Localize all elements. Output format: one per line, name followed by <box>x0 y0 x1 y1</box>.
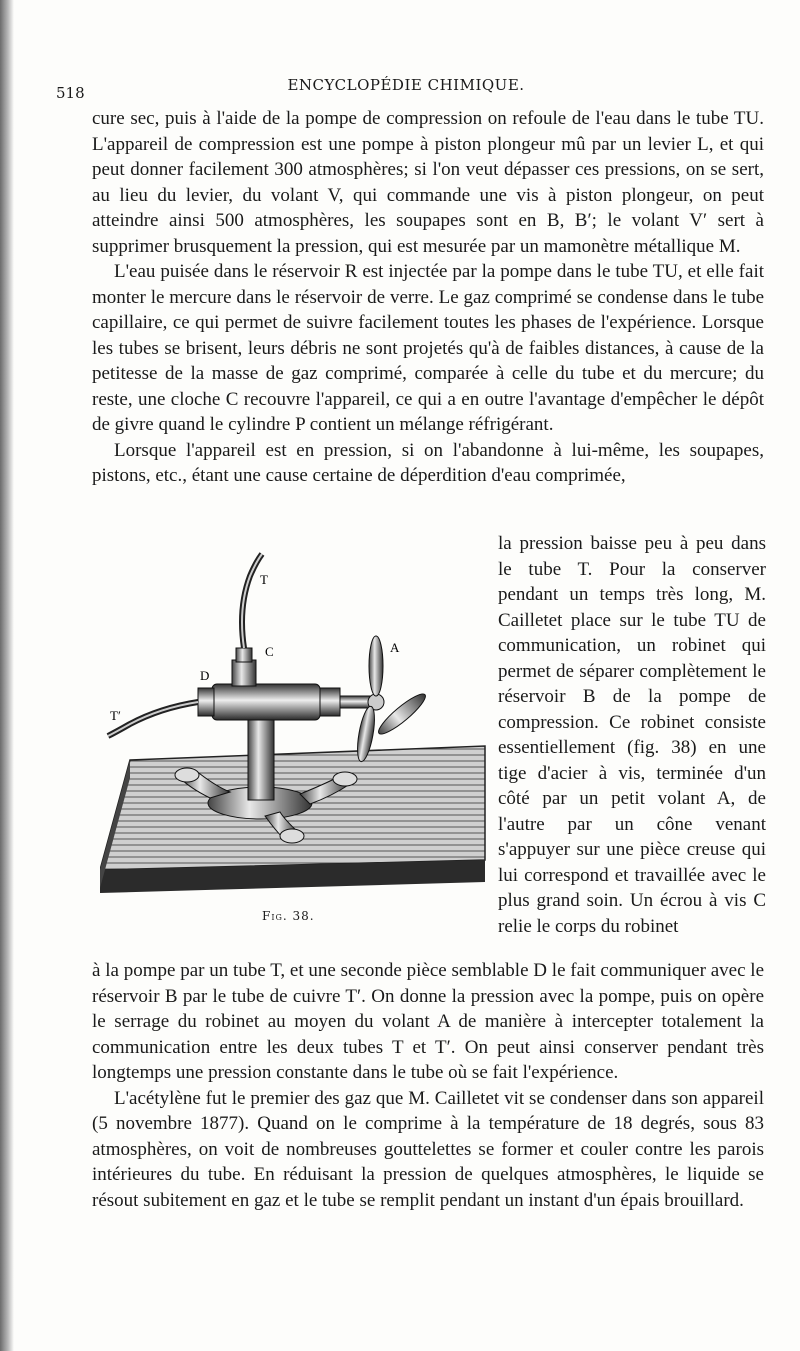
figure-label-T-prime: T′ <box>110 708 121 723</box>
figure-label-T: T <box>260 572 268 587</box>
text-block-top <box>92 106 764 489</box>
tube-T-prime <box>108 702 198 736</box>
paragraph: Lorsque l'appareil est en pression, si on l'abandonne à lui-même, les soupapes, pistons, etc., étant une cause certaine de déperdition d'eau comprimée, <box>92 439 764 486</box>
figure-38-robinet-illustration <box>100 548 490 898</box>
text-beside-figure: la pression baisse peu à peu dans le tube T. Pour la conserver pendant un temps très long, M. Cailletet place sur le tube TU de communication, un robinet qui permet de séparer complètement le réservoir B de la pompe de compression. Ce robinet consiste essentiellement (fig. 38) en une tige d'acier à vis, terminée d'un côté par un petit volant A, de l'autre par un cône venant s'appuyer sur une pièce creuse qui lui correspond et travaillée avec le plus grand soin. Un écrou à vis C relie le corps du robinet <box>498 533 766 937</box>
running-head <box>56 76 756 102</box>
support-column <box>248 718 274 800</box>
paragraph: L'eau puisée dans le réservoir R est injectée par la pompe dans le tube TU, et elle fait monter le mercure dans le réservoir de verre. Le gaz comprimé se condense dans le tube capillaire, ce qui permet de suivre facilement toutes les phases de l'expérience. Lorsque les tubes se brisent, leurs débris ne sont projetés qu'à de faibles distances, à cause de la petitesse de la masse de gaz comprimé, comparée à celle du tube et du mercure; du reste, une cloche C recouvre l'appareil, ce qui a en outre l'avantage d'empêcher le dépôt de givre quand le cylindre P contient un mélange réfrigérant. <box>92 261 764 435</box>
figure-label-A: A <box>390 640 400 655</box>
robinet-engraving <box>100 548 490 898</box>
paragraph: cure sec, puis à l'aide de la pompe de compression on refoule de l'eau dans le tube TU. L'appareil de compression est une pompe à piston plongeur mû par un levier L, et qui peut donner facilement 300 atmosphères; si l'on veut dépasser ces pressions, on se sert, au lieu du levier, du volant V, qui commande une vis à piston plongeur, on peut atteindre ainsi 500 atmosphères, les soupapes sont en B, B′; le volant V′ sert à supprimer brusquement la pression, qui est mesurée par un mamonètre métallique M. <box>92 108 764 257</box>
robinet-body <box>198 684 370 720</box>
figure-caption-text: Fig. 38. <box>262 909 315 923</box>
running-title: ENCYCLOPÉDIE CHIMIQUE. <box>287 76 525 94</box>
figure-label-C: C <box>265 644 274 659</box>
figure-caption <box>262 909 315 923</box>
paragraph: à la pompe par un tube T, et une seconde pièce semblable D le fait communiquer avec le réservoir B par le tube de cuivre T′. On donne la pression avec la pompe, puis on opère le serrage du robinet au moyen du volant A de manière à intercepter totalement la communication entre les deux tubes T et T′. On peut ainsi conserver pendant très longtemps une pression constante dans le tube où se fait l'expérience. <box>92 960 764 1083</box>
page-gutter-shadow <box>0 0 14 1351</box>
page-number: 518 <box>56 84 85 102</box>
base-plate <box>100 746 485 893</box>
text-block-bottom <box>92 958 764 1213</box>
figure-label-D: D <box>200 668 210 683</box>
fitting-C-and-tube-T <box>232 554 262 686</box>
paragraph: L'acétylène fut le premier des gaz que M. Cailletet vit se condenser dans son appareil (5 novembre 1877). Quand on le comprime à la température de 18 degrés, sous 83 atmosphères, on voit de nombreuses gouttelettes se former et couler contre les parois intérieures du tube. En réduisant la pression de quelques atmosphères, le liquide se résout subitement en gaz et le tube se remplit pendant un instant d'un épais brouillard. <box>92 1087 764 1211</box>
